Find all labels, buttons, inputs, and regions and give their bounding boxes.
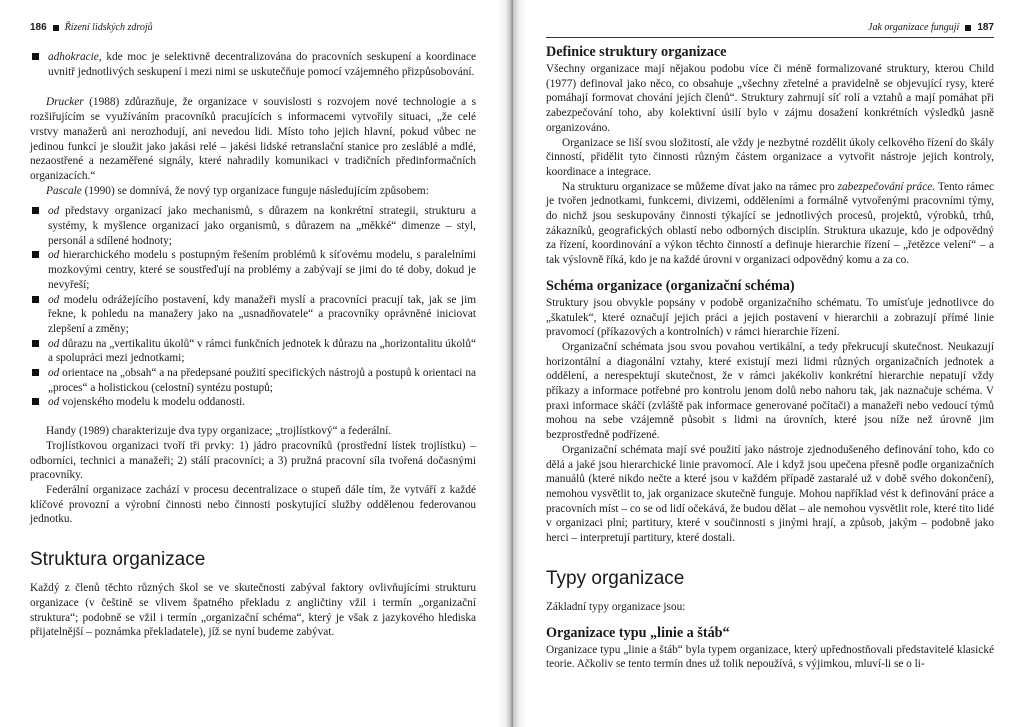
handy-paragraph: Handy (1989) charakterizuje dva typy organizace; „trojlístkový“ a federální. [46,425,392,438]
shamrock-paragraph: Trojlístkovou organizaci tvoří tři prvky: 1) jádro pracovníků (prostřední lístek trojlístku) – odborníci, technici a manažeři; 2) stálí pracovníci; a 3) pružná pracovní síla tvořená dočasnými pracovníky. [30,439,476,482]
square-bullet-icon [53,25,59,31]
right-page [512,0,1024,727]
left-running-title: Řízení lidských zdrojů [64,22,153,33]
od-bullet-list [30,204,476,410]
square-bullet-icon [32,53,39,60]
square-bullet-icon [965,25,971,31]
vertical-charts-paragraph: Organizační schémata jsou svou povahou vertikální, a tedy překrucují skutečnost. Neukazují horizontální a diagonální vztahy, které existují mezi lidmi různých organizačních jednotek a oddělení, a nerespektují skutečnost, že v rámci jakékoliv konkrétní hierarchie nepatují vždy příkazy a informace potřebné pro kontrolu jenom dolů nebo nahoru tak, jak naznačuje schéma. V praxi informace skáčí (zvláště pak informace generované počítači) a manažeři nebo vedoucí týmů mohou na sebe vzájemně působit s lidmi na úrovních, které jsou níže než úrovně jim bezprostředně podřízené. [546,340,994,442]
line-staff-paragraph: Organizace typu „linie a štáb“ byla typem organizace, který upřednostňovali představitelé klasické teorie. Ačkoliv se tento termín dnes už tolik nepoužívá, s výjimkou, mluví-li se o li- [546,643,994,671]
book-spine-gutter [497,0,527,727]
square-bullet-icon [32,251,39,258]
definition-paragraph: Všechny organizace mají nějakou podobu více či méně formalizované struktury, kterou Child (1977) definoval jako něco, co obsahuje „všechny zřetelné a pravidelně se objevující rysy, které pomáhají formovat chování jejích členů“. Struktury zahrnují síť rolí a vztahů a mají pomáhat při zabezpečování toho, aby kolektivní úsilí bylo v zájmu dosažení konkrétních výsledků jasně organizováno. [546,63,994,134]
list-item: adhokracie, kde moc je selektivně decentralizována do pracovních seskupení a koordinace uvnitř jednotlivých seskupení i mezi nimi se uskutečňuje pomocí vzájemného přizpůsobování. [30,50,476,79]
list-item: od důrazu na „vertikalitu úkolů“ v rámci funkčních jednotek k důrazu na „horizontalitu úkolů“ a spolupráci mezi jednotkami; [30,337,476,366]
adhocracy-bullet-list [30,50,476,79]
list-item: od orientace na „obsah“ a na předepsané použití specifických nástrojů a postupů k orientaci na „proces“ a holistickou (celostní) syntézu postupů; [30,366,476,395]
types-intro: Základní typy organizace jsou: [546,600,686,613]
list-item: od vojenského modelu k modelu oddanosti. [30,395,476,410]
list-item: od představy organizací jako mechanismů, s důrazem na konkrétní strategii, strukturu a systémy, k myšlence organizací jako organismů, s důrazem na „měkké“ dimenze – styl, personál a sdílené hodnoty; [30,204,476,248]
square-bullet-icon [32,296,39,303]
left-page-number: 186 [30,22,47,33]
list-item: od hierarchického modelu s postupným řešením problémů k síťovému modelu, s paralelními mozkovými centry, které se soustřeďují na problémy a zabývají se jimi do té doby, dokud je nevyřeší; [30,248,476,292]
chart-usage-paragraph: Organizační schémata mají své použití jako nástroje zjednodušeného definování toho, kdo co dělá a jaké jsou hierarchické linie pravomocí. Ale i když jsou upečena přesně podle organizačních manuálů (které nikdo nečte a které jsou v každém případě zastaralé už v době svého dokončení), nemohou vysvětlit to, jak organizace skutečně funguje. Mohou například vést k definování práce a pracovních míst – co se od lidí očekává, že budou dělat – ale nemohou vysvětlit role, které tito lidé v organizaci plní; partitury, které v součinnosti s jinými hrají, a způsob, jakým – podobně jako herci – interpretují partitury, které dostali. [546,443,994,545]
left-running-head [30,22,476,36]
right-page-number: 187 [977,22,994,33]
square-bullet-icon [32,340,39,347]
right-running-title: Jak organizace fungují [868,22,960,33]
framework-paragraph: Na strukturu organizace se můžeme dívat jako na rámec pro zabezpečování práce. Tento rámec je tvořen jednotkami, funkcemi, divizemi, odděleními a formálně vytvořenými pracovními týmy, do nichž jsou seskupovány činnosti týkající se jednotlivých procesů, projektů, výrobků, trhů, zákazníků, geografických oblastí nebo odborných disciplín. Struktura ukazuje, kdo je odpovědný za řízení, koordinování a výkon těchto činností a definuje hierarchie řízení – „řetězce velení“ – a tak výslovně říká, kdo je na každé úrovni v organizaci odpovědný komu a za co. [546,180,994,267]
org-chart-paragraph: Struktury jsou obvykle popsány v podobě organizačního schématu. To umísťuje jednotlivce do „škatulek“, které označují jejich práci a jejich postavení v hierarchii a zobrazují přímé linie pravomocí (příkazových a kontrolních) v rámci hierarchie řízení. [546,296,994,339]
list-item: od modelu odrážejícího postavení, kdy manažeři myslí a pracovníci pracují tak, jak se jim řekne, k pohledu na manažery jako na „usnadňovatele“ a pracovníky oprávněné iniciovat zlepšení a změny; [30,293,476,337]
heading-org-chart: Schéma organizace (organizační schéma) [546,277,795,294]
complexity-paragraph: Organizace se liší svou složitostí, ale vždy je nezbytné rozdělit úkoly celkového řízení do škály činností, přidělit tyto činnosti různým částem organizace a vytvořit nástroje jejich kontroly, koordinace a integrace. [546,136,994,178]
pascale-paragraph: Pascale (1990) se domnívá, že nový typ organizace funguje následujícím způsobem: [46,184,429,197]
section-heading-types: Typy organizace [546,567,685,589]
right-running-head [546,22,994,38]
square-bullet-icon [32,207,39,214]
drucker-paragraph: Drucker (1988) zdůrazňuje, že organizace v souvislosti s rozvojem nové technologie a s rozšiřujícím se využíváním pracovníků pracujících s informacemi vytvořily situaci, „že celé vrstvy manažerů ani nerozhodují, ani nevedou lidi. Místo toho jejich hlavní, pokud vůbec ne jedinou funkcí je sloužit jako jakási relé – jakési lidské retranslační stanice pro zesláblé a mdlé, nezaostřené a nezaměřené signály, které nahradily komunikaci v tradičních předinformačních organizacích.“ [30,96,476,182]
heading-line-staff: Organizace typu „linie a štáb“ [546,624,730,641]
federal-paragraph: Federální organizace zachází v procesu decentralizace o stupeň dále tím, že vytváří z každé klíčové provozní a výrobní činnosti nebo činnosti poskytující služby oddělenou federovanou jednotku. [30,483,476,526]
section-heading-structure: Struktura organizace [30,549,206,571]
square-bullet-icon [32,369,39,376]
square-bullet-icon [32,398,39,405]
heading-definition: Definice struktury organizace [546,44,727,60]
structure-paragraph: Každý z členů těchto různých škol se ve skutečnosti zabýval faktory ovlivňujícími strukturu organizace (v češtině se vlivem špatného překladu z angličtiny vžil i termín „organizační struktura“; podobně se vžil i termín „organizační schéma“, který je však z jazykového hlediska přijatelnější – poznámka překladatele), jíž se nyní budeme zabývat. [30,582,476,639]
